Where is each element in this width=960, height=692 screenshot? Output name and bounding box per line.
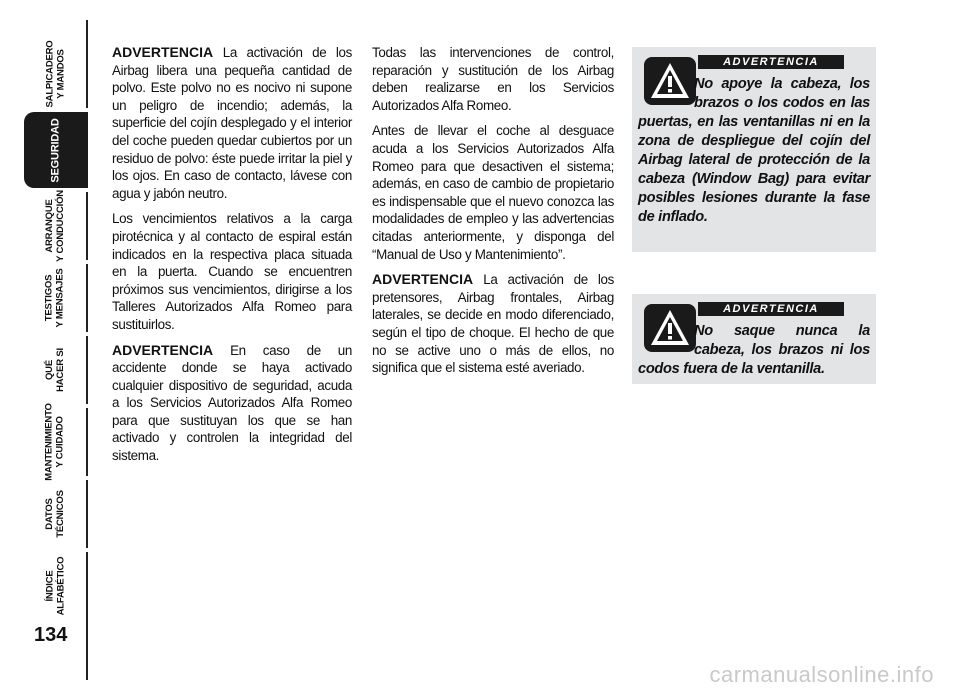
paragraph: [372, 271, 614, 377]
chapter-sidebar: [0, 0, 96, 692]
tab-label: SALPICADERO Y MANDOS: [44, 40, 67, 108]
sidebar-line: [86, 620, 88, 680]
text-column-1: [112, 44, 352, 473]
tab-label: SEGURIDAD: [49, 117, 62, 183]
tab-label: MANTENIMIENTO Y CUIDADO: [44, 403, 67, 481]
tab-indice[interactable]: [24, 552, 88, 620]
tab-label: QUÉ HACER SI: [43, 348, 66, 392]
tab-label: ARRANQUE Y CONDUCCIÓN: [44, 190, 67, 262]
paragraph: Todas las intervenciones de control, reparación y sustitución de los Airbag deben realizarse en los Servicios Autorizados Alfa Romeo.: [372, 45, 614, 113]
tab-salpicadero[interactable]: [24, 40, 88, 108]
tab-label: TESTIGOS Y MENSAJES: [43, 268, 66, 328]
warning-box: [632, 294, 876, 384]
paragraph: Antes de llevar el coche al desguace acuda a los Servicios Autorizados Alfa Romeo para que desactiven el sistema; además, en caso de cambio de propietario es indispensable que el nuevo conozca las modalidades de empleo y las advertencias citadas anteriormente, y disponga del “Manual de Uso y Mantenimiento”.: [372, 123, 614, 262]
warning-text: [638, 75, 870, 227]
tab-seguridad[interactable]: [24, 112, 88, 188]
paragraph: [112, 342, 352, 465]
warning-heading: ADVERTENCIA: [698, 55, 844, 69]
warning-heading: ADVERTENCIA: [698, 302, 844, 316]
warning-box: [632, 47, 876, 252]
warning-text-content: No apoye la cabeza, los brazos o los codos en las puertas, en las ventanillas ni en la zona de despliegue del cojín del Airbag lateral de protección de la cabeza (Window Bag) para evitar posibles lesiones durante la fase de inflado.: [638, 76, 870, 225]
watermark: carmanualsonline.info: [709, 662, 934, 687]
warning-keyword: ADVERTENCIA: [112, 341, 214, 358]
tab-mantenimiento[interactable]: [24, 403, 88, 481]
paragraph-text: La activación de los pretensores, Airbag frontales, Airbag laterales, se decide en modo diferenciado, según el tipo de choque. El hecho de que no se active uno o más de ellos, no significa que el sistema esté averiado.: [372, 272, 614, 376]
paragraph: [112, 44, 352, 202]
tab-label: ÍNDICE ALFABÉTICO: [43, 556, 66, 616]
tab-testigos[interactable]: [24, 264, 88, 332]
page-number: 134: [34, 624, 68, 646]
warning-keyword: ADVERTENCIA: [372, 271, 474, 288]
warning-text-content: No saque nunca la cabeza, los brazos ni los codos fuera de la ventanilla.: [638, 323, 870, 377]
tab-arranque[interactable]: [24, 192, 88, 260]
warning-keyword: ADVERTENCIA: [112, 44, 214, 60]
tab-label: DATOS TÉCNICOS: [44, 490, 66, 538]
warning-text: [638, 322, 870, 379]
tab-que-hacer[interactable]: [24, 336, 88, 404]
paragraph-text: La activación de los Airbag libera una pequeña cantidad de polvo. Este polvo no es nocivo ni supone un peligro de incendio; además, la superficie del cojín desplegado y el interior del coche pueden quedar cubiertos por un residuo de polvo: éste puede irritar la piel y los ojos. En caso de contacto, lávese con agua y jabón neutro.: [112, 45, 352, 201]
paragraph: Los vencimientos relativos a la carga pirotécnica y al contacto de espiral están indicados en la respectiva placa situada en la puerta. Cuando se encuentren próximos sus vencimientos, dirigirse a los Talleres Autorizados Alfa Romeo para sustituirlos.: [112, 211, 352, 332]
paragraph-text: En caso de un accidente donde se haya activado cualquier dispositivo de seguridad, acuda a los Servicios Autorizados Alfa Romeo para que sustituyan los que se han activado y controlen la integridad del sistema.: [112, 342, 352, 464]
text-column-2: [372, 44, 614, 385]
tab-datos[interactable]: [24, 480, 88, 548]
